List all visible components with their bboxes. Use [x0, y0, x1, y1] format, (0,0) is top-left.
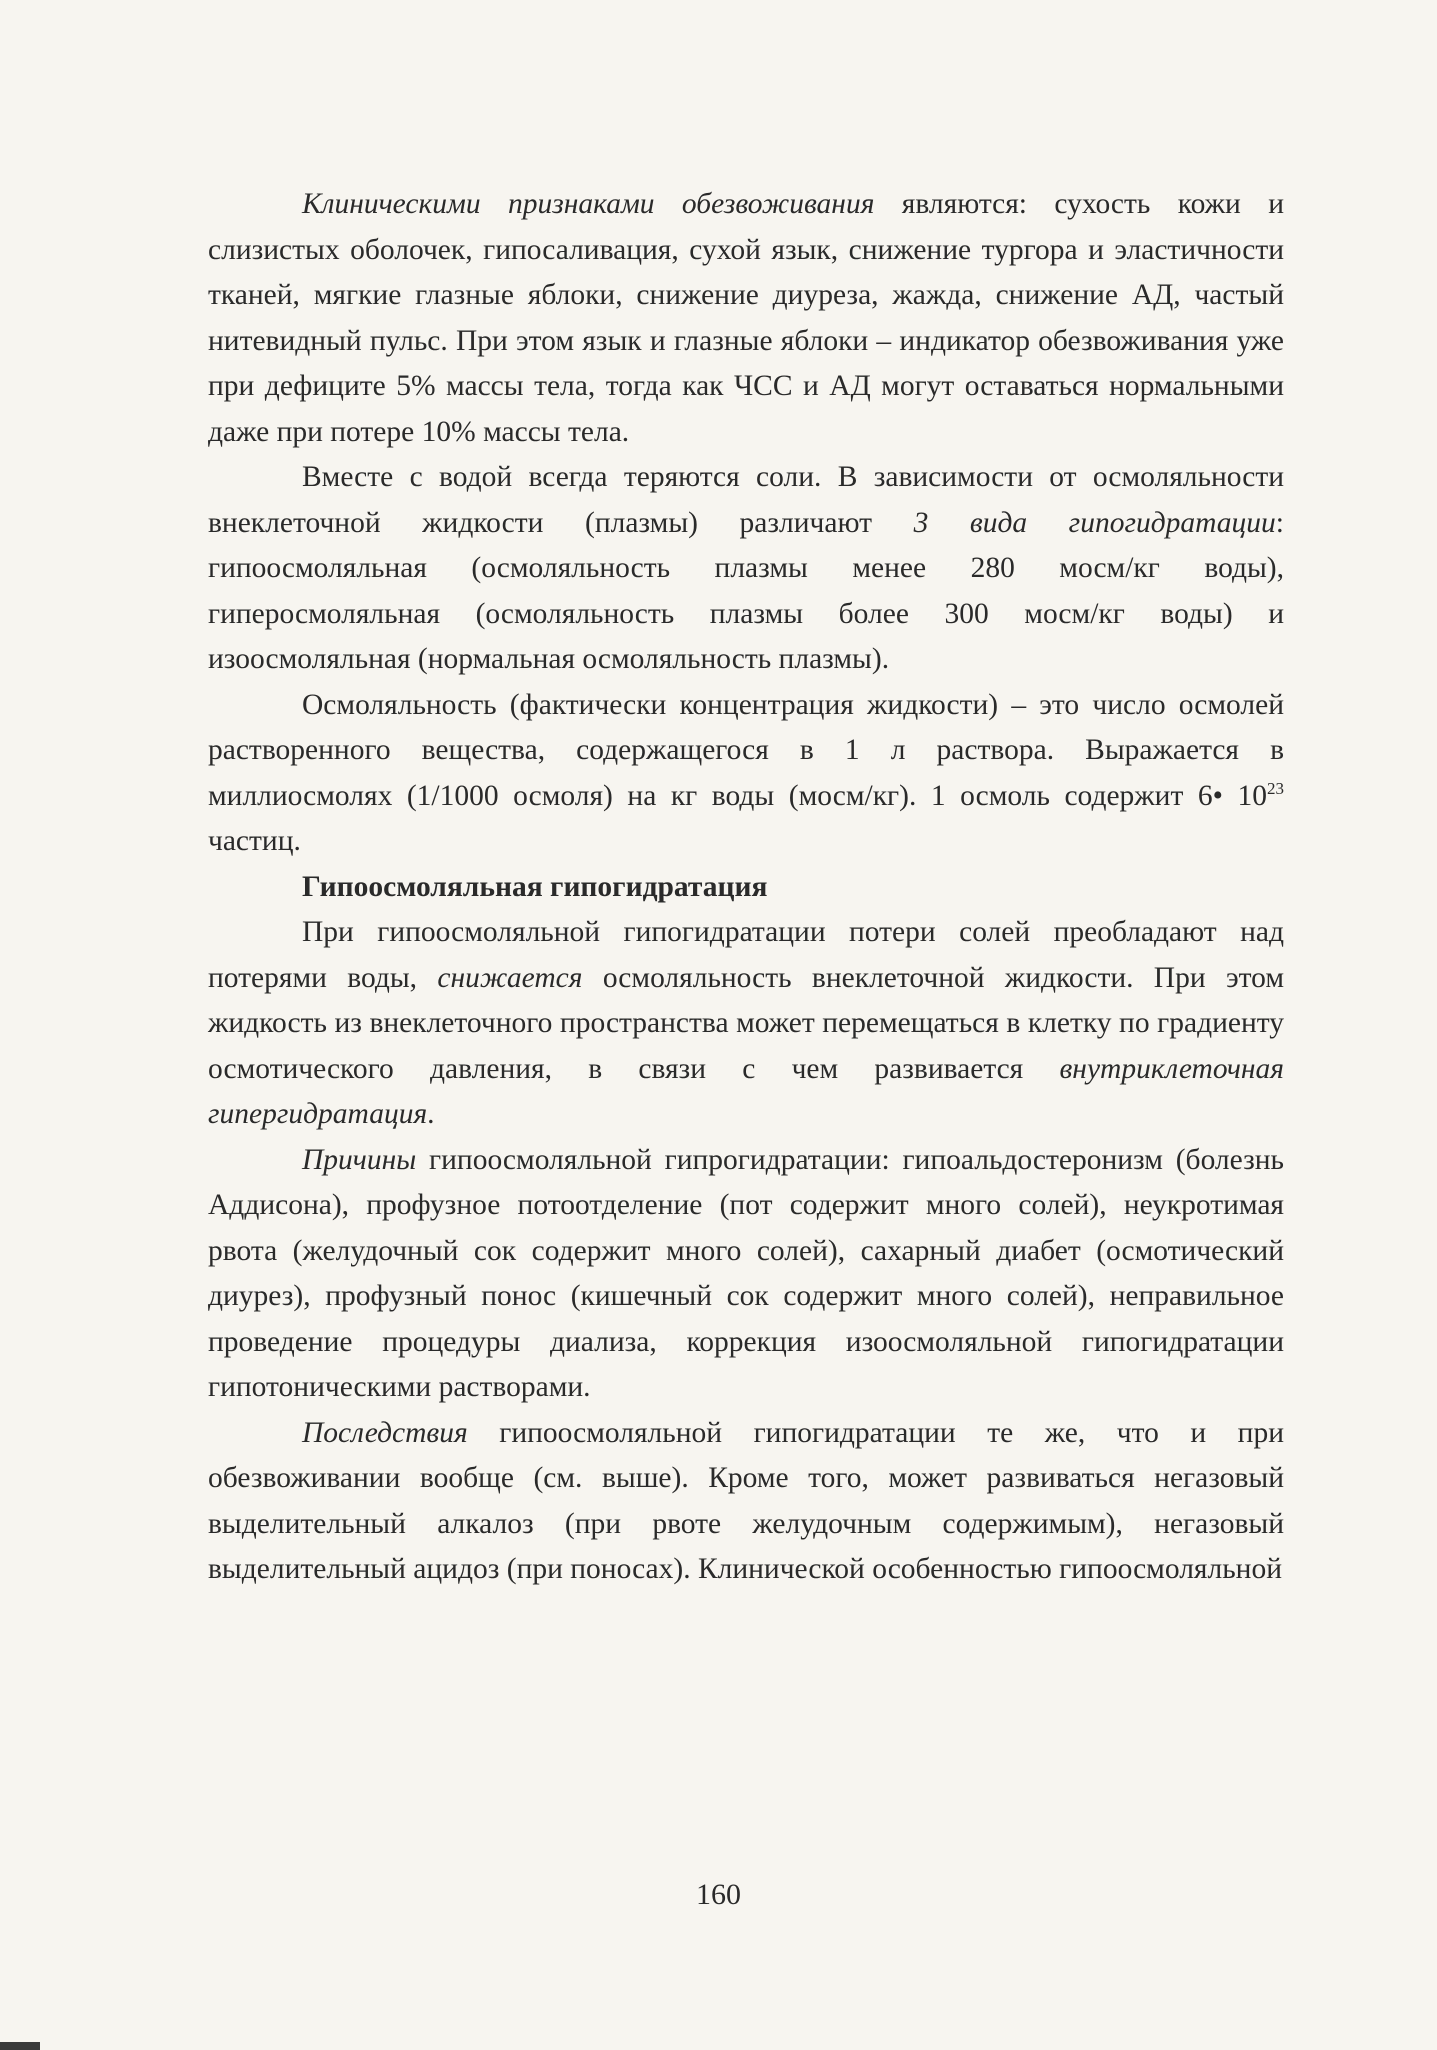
paragraph-text: осмоляльность внеклеточной жидкости. При этом жидкость из внеклеточного пространства может перемещаться в клетку по градиенту осмотического давления, в связи с чем развивается: [208, 961, 1284, 1085]
italic-lead: Клиническими признаками обезвоживания: [302, 188, 875, 220]
paragraph-text: частиц.: [208, 825, 301, 857]
paragraph-text: гипоосмоляльной гипрогидратации: гипоальдостеронизм (болезнь Аддисона), профузное потоотделение (пот содержит много солей), неукротимая рвота (желудочный сок содержит много солей), сахарный диабет (осмотический диурез), профузный понос (кишечный сок содержит много солей), неправильное проведение процедуры диализа, коррекция изоосмоляльной гипогидратации гипотоническими растворами.: [208, 1143, 1284, 1403]
paragraph-clinical-signs: [208, 182, 1284, 455]
italic-lead: Последствия: [302, 1416, 468, 1449]
italic-lead: Причины: [302, 1143, 417, 1176]
paragraph-salt-loss: [208, 455, 1284, 683]
italic-term: внутриклеточная гипергидратация: [208, 1052, 1284, 1130]
paragraph-hypoosmolal-mechanism: [208, 910, 1284, 1138]
italic-term: 3 вида гипогидратации: [913, 506, 1276, 539]
page-body: [208, 182, 1284, 1593]
paragraph-causes: [208, 1138, 1284, 1411]
paragraph-text: гипоосмоляльной гипогидратации те же, что и при обезвоживании вообще (см. выше). Кроме того, может развиваться негазовый выделительный алкалоз (при рвоте желудочным содержимым), негазовый выделительный ацидоз (при поносах). Клинической особенностью гипоосмоляльной: [208, 1416, 1284, 1585]
page-number: 160: [696, 1878, 741, 1911]
paragraph-text: Вместе с водой всегда теряются соли. В зависимости от осмоляльности внеклеточной жидкости (плазмы) различают: [208, 461, 1284, 539]
section-heading: Гипоосмоляльная гипогидратация: [302, 870, 768, 903]
italic-term: снижается: [437, 961, 583, 994]
paragraph-text: : гипоосмоляльная (осмоляльность плазмы менее 280 мосм/кг воды), гиперосмоляльная (осмоляльность плазмы более 300 мосм/кг воды) и изоосмоляльная (нормальная осмоляльность плазмы).: [208, 506, 1284, 675]
superscript-exponent: 23: [1267, 778, 1284, 798]
paragraph-text: Осмоляльность (фактически концентрация жидкости) – это число осмолей растворенного вещества, содержащегося в 1 л раствора. Выражается в миллиосмолях (1/1000 осмоля) на кг воды (мосм/кг). 1 осмоль содержит 6• 10: [208, 688, 1284, 812]
paragraph-text: При гипоосмоляльной гипогидратации потери солей преобладают над потерями воды,: [208, 916, 1284, 994]
paragraph-consequences: [208, 1411, 1284, 1593]
paragraph-text: .: [427, 1098, 435, 1130]
paragraph-osmolality-definition: [208, 683, 1284, 865]
scan-edge-mark: [0, 2042, 40, 2050]
paragraph-text: являются: сухость кожи и слизистых оболочек, гипосаливация, сухой язык, снижение тургора и эластичности тканей, мягкие глазные яблоки, снижение диуреза, жажда, снижение АД, частый нитевидный пульс. При этом язык и глазные яблоки – индикатор обезвоживания уже при дефиците 5% массы тела, тогда как ЧСС и АД могут оставаться нормальными даже при потере 10% массы тела.: [208, 188, 1284, 448]
